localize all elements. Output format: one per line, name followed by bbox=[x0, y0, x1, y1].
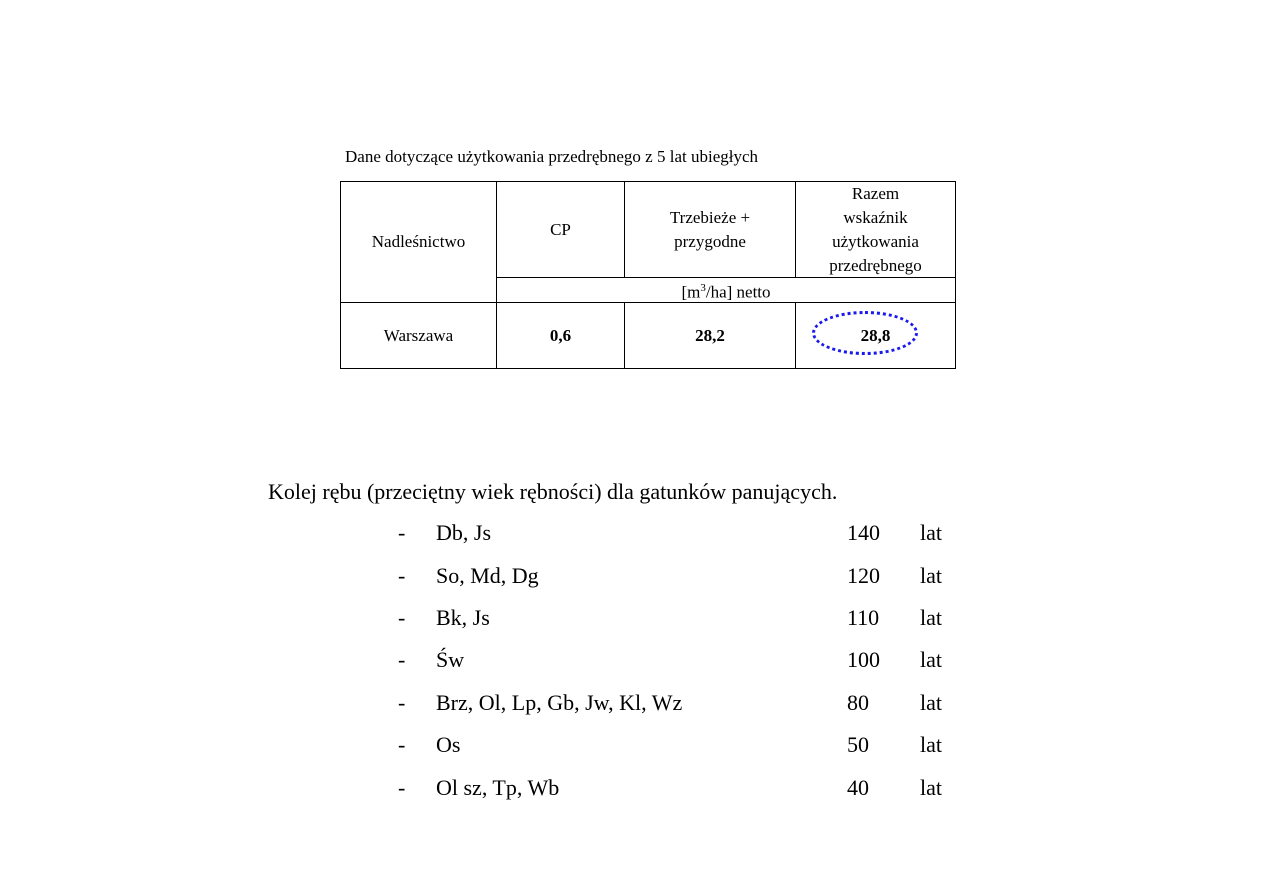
header-cp bbox=[497, 182, 624, 277]
list-age: 50 bbox=[847, 732, 869, 757]
header-trzebieze bbox=[625, 182, 795, 277]
list-item bbox=[0, 563, 1263, 593]
header-razem-line1: Razem bbox=[851, 183, 900, 203]
list-dash: - bbox=[398, 520, 406, 545]
list-age: 140 bbox=[847, 520, 880, 545]
list-age: 110 bbox=[847, 605, 880, 630]
list-item bbox=[0, 732, 1263, 762]
list-species: So, Md, Dg bbox=[436, 563, 539, 588]
unit-prefix: [m bbox=[681, 282, 701, 302]
list-item bbox=[0, 690, 1263, 720]
list-unit: lat bbox=[920, 563, 942, 588]
cell-trzebieze bbox=[625, 303, 795, 368]
list-dash: - bbox=[398, 732, 406, 757]
list-species: Św bbox=[436, 647, 465, 672]
list-dash: - bbox=[398, 775, 406, 800]
list-age: 40 bbox=[847, 775, 869, 800]
highlight-ellipse bbox=[812, 311, 918, 355]
header-razem bbox=[796, 182, 955, 277]
cell-nadlesnictwo bbox=[341, 303, 496, 368]
list-dash: - bbox=[398, 690, 406, 715]
unit-superscript: 3 bbox=[700, 281, 706, 294]
header-unit-label bbox=[681, 276, 770, 305]
header-nadlesnictwo bbox=[341, 182, 496, 302]
cell-razem-value: 28,8 bbox=[860, 325, 891, 345]
list-dash: - bbox=[398, 563, 406, 588]
header-trzebieze-line1: Trzebieże + bbox=[669, 207, 751, 227]
table-border-bottom bbox=[340, 368, 956, 369]
list-species: Brz, Ol, Lp, Gb, Jw, Kl, Wz bbox=[436, 690, 683, 715]
list-dash: - bbox=[398, 605, 406, 630]
header-razem-line3: użytkowania bbox=[832, 231, 919, 251]
list-unit: lat bbox=[920, 520, 942, 545]
list-unit: lat bbox=[920, 690, 942, 715]
list-age: 120 bbox=[847, 563, 880, 588]
list-species: Bk, Js bbox=[436, 605, 490, 630]
list-unit: lat bbox=[920, 605, 942, 630]
list-age: 80 bbox=[847, 690, 869, 715]
list-age: 100 bbox=[847, 647, 880, 672]
list-unit: lat bbox=[920, 647, 942, 672]
list-species: Db, Js bbox=[436, 520, 492, 545]
list-species: Os bbox=[436, 732, 461, 757]
header-unit bbox=[497, 278, 955, 302]
list-species: Ol sz, Tp, Wb bbox=[436, 775, 560, 800]
unit-suffix: /ha] netto bbox=[705, 282, 771, 302]
cell-nadlesnictwo-value: Warszawa bbox=[383, 325, 454, 345]
list-item bbox=[0, 775, 1263, 805]
header-cp-label: CP bbox=[550, 219, 571, 239]
header-razem-line2: wskaźnik bbox=[843, 207, 908, 227]
cell-cp-value: 0,6 bbox=[549, 325, 572, 345]
header-trzebieze-line2: przygodne bbox=[674, 231, 746, 251]
rotation-heading: Kolej rębu (przeciętny wiek rębności) dla gatunków panujących. bbox=[268, 479, 838, 504]
cell-cp bbox=[497, 303, 624, 368]
list-unit: lat bbox=[920, 732, 942, 757]
table-border-right bbox=[955, 181, 956, 369]
list-dash: - bbox=[398, 647, 406, 672]
list-item bbox=[0, 520, 1263, 550]
list-item bbox=[0, 647, 1263, 677]
cell-trzebieze-value: 28,2 bbox=[695, 325, 725, 345]
list-item bbox=[0, 605, 1263, 635]
list-unit: lat bbox=[920, 775, 942, 800]
table-caption: Dane dotyczące użytkowania przedrębnego z 5 lat ubiegłych bbox=[345, 147, 759, 166]
header-razem-line4: przedrębnego bbox=[829, 255, 922, 275]
header-nadlesnictwo-label: Nadleśnictwo bbox=[371, 232, 466, 251]
